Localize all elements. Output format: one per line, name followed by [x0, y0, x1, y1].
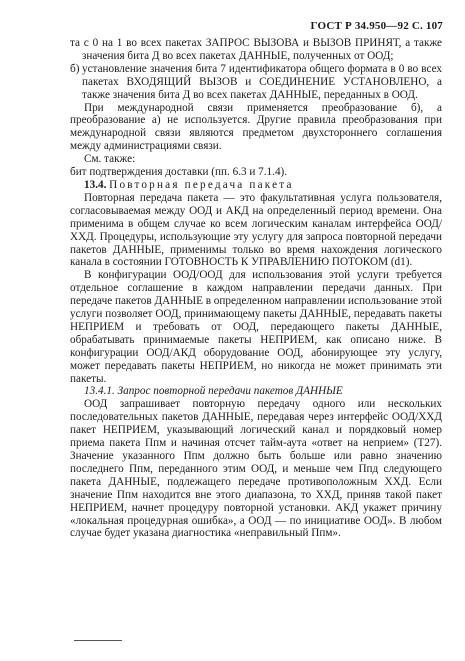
list-item-b: [70, 63, 442, 102]
document-body: [70, 37, 442, 540]
page-header: ГОСТ Р 34.950—92 С. 107: [310, 20, 443, 32]
section-paragraph-2: В конфигурации ООД/ООД для использования этой услуги требуется отдельное соглашение в каждом направлении передачи данных. При передаче пакетов ДАННЫЕ в определенном направлении использование этой услуги позволяет ООД, принимающему пакеты ДАННЫЕ, передавать пакеты НЕПРИЕМ и требовать от ООД, передающего пакеты ДАННЫЕ, обрабатывать принимаемые пакеты НЕПРИЕМ, как описано ниже. В конфигурации ООД/АКД оборудование ООД, абонирующее эту услугу, может передавать пакеты НЕПРИЕМ, но никогда не может принимать эти пакеты.: [70, 269, 442, 385]
footer-rule: [74, 640, 122, 641]
international-paragraph: При международной связи применяется преобразование б), а преобразование а) не используется. Другие правила преобразования при международной связи являются предметом двухстороннего соглашения между администрациями связи.: [70, 101, 442, 153]
list-item-b-text: установление значения бита 7 идентификатора общего формата в 0 во всех пакетах ВХОДЯЩИЙ ВЫЗОВ и СОЕДИНЕНИЕ УСТАНОВЛЕНО, а также значения бита Д во всех пакетах ДАННЫЕ, переданных в ООД.: [82, 62, 442, 101]
list-marker-b: б): [70, 62, 80, 75]
list-item-a-continuation: та с 0 на 1 во всех пакетах ЗАПРОС ВЫЗОВА и ВЫЗОВ ПРИНЯТ, а также значения бита Д во всех пакетах ДАННЫЕ, полученных от ООД;: [70, 37, 442, 62]
section-heading: [70, 179, 442, 192]
see-also-item: бит подтверждения доставки (пп. 6.3 и 7.1.4).: [70, 166, 288, 179]
see-also-label: См. также:: [84, 153, 136, 166]
section-paragraph-1: Повторная передача пакета — это факультативная услуга пользователя, согласовываемая между ООД и АКД на определенный период времени. Она применима в общем случае ко всем логическим каналам интерфейса ООД/ХХД. Процедуры, использующие эту услугу для запроса повторной передачи пакетов ДАННЫЕ, применимы только во время нахождения логического канала в состоянии ГОТОВНОСТЬ К УПРАВЛЕНИЮ ПОТОКОМ (d1).: [70, 191, 442, 269]
subsection-heading: [70, 385, 442, 398]
subsection-paragraph: ООД запрашивает повторную передачу одного или нескольких последовательных пакетов ДАННЫЕ, передавая через интерфейс ООД/ХХД пакет НЕПРИЕМ, указывающий логический канал и порядковый номер приема пакета Ппм и начиная отсчет тайм-аута «ответ на неприем» (Т27). Значение указанного Ппм должно быть больше или равно значению последнего Ппм, переданного этим ООД, и меньше чем Ппд следующего пакета ДАННЫЕ, подлежащего передаче противоположным ХХД. Если значение Ппм находится вне этого диапазона, то ХХД, приняв такой пакет НЕПРИЕМ, начнет процедуру повторной установки. АКД укажет причину «локальная процедурная ошибка», а ООД — по инициативе ООД». В любом случае будет указана диагностика «неправильный Ппм».: [70, 398, 442, 540]
section-title: Повторная передача пакета: [109, 178, 294, 191]
section-number: 13.4.: [84, 178, 107, 191]
subsection-number: 13.4.1.: [84, 385, 115, 398]
subsection-title: Запрос повторной передачи пакетов ДАННЫЕ: [117, 385, 343, 398]
